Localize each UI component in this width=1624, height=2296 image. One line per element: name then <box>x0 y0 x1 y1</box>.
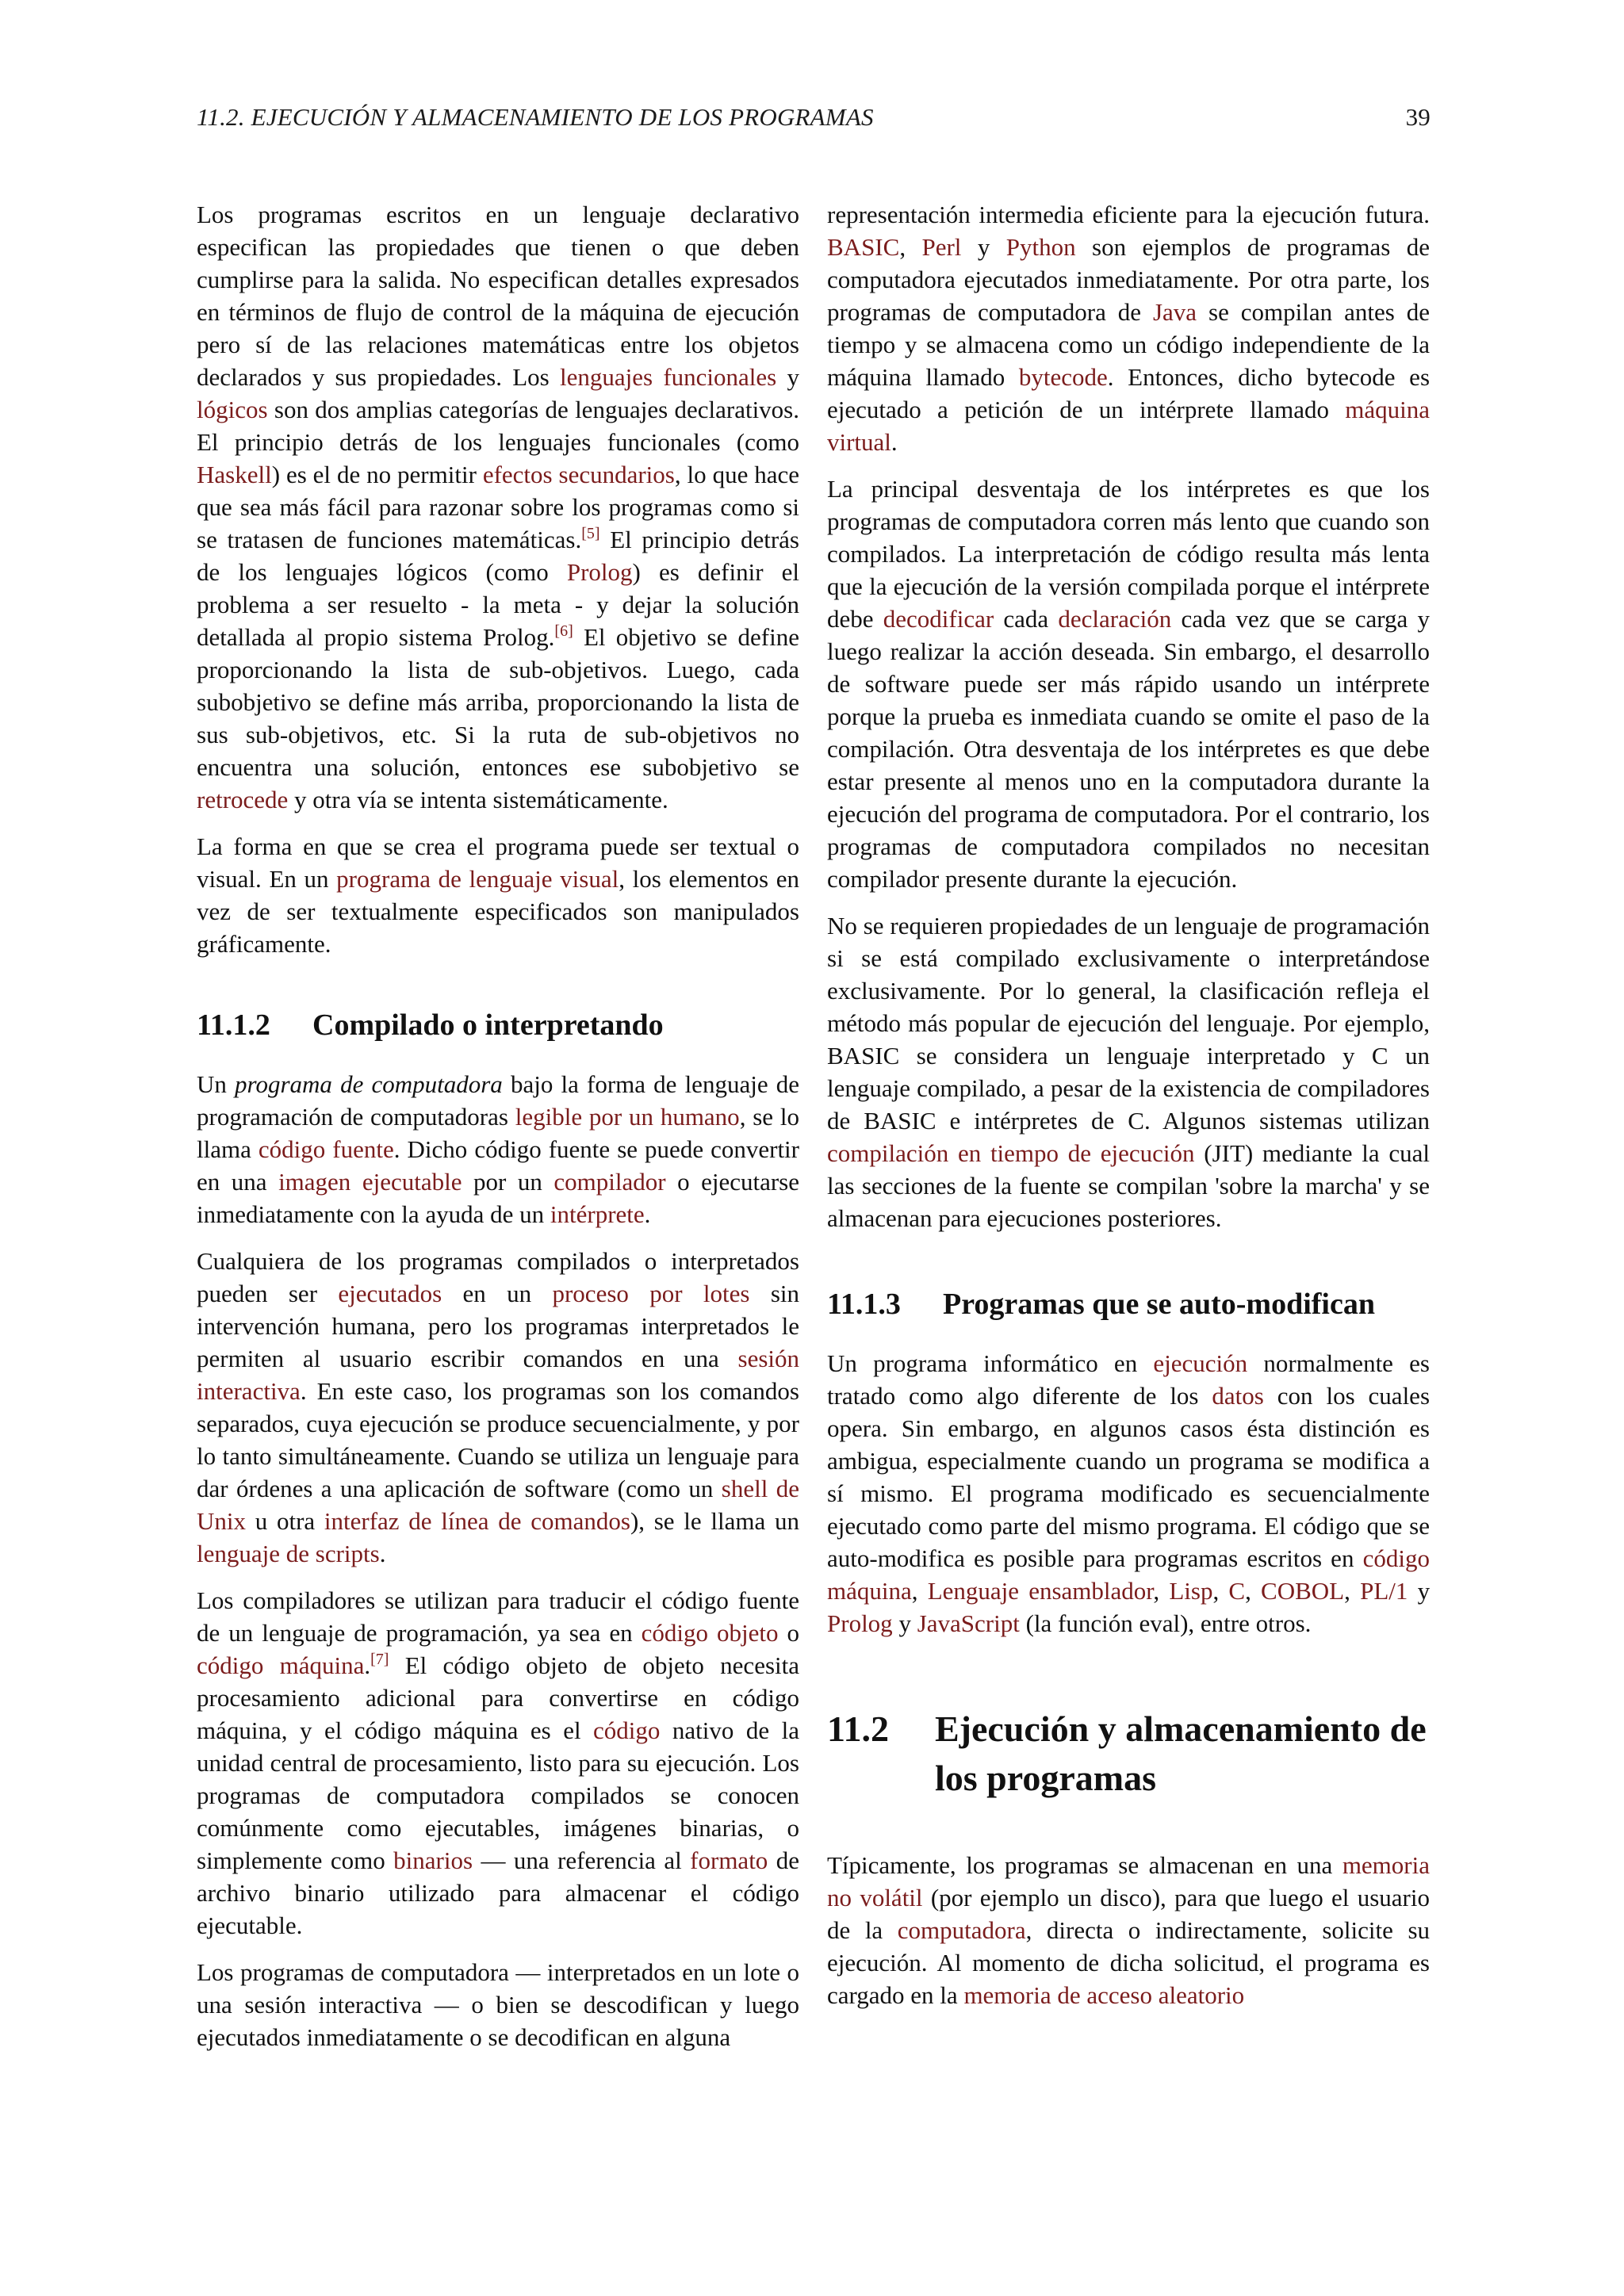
paragraph-storage: Típicamente, los programas se almacenan en una memoria no volátil (por ejemplo un disco), para que luego el usuario de la computadora, directa o indirectamente, solicite su ejecución. Al momento de dicha solicitud, el programa es cargado en la memoria de acceso aleatorio <box>827 1851 1431 2009</box>
inline-link[interactable]: lógicos <box>197 396 268 423</box>
paragraph-self-modifying: Un programa informático en ejecución normalmente es tratado como algo diferente de los datos con los cuales opera. Sin embargo, en algunos casos ésta distinción es ambigua, especialmente cuando un programa se modifica a sí mismo. El programa modificado es secuencialmente ejecutado como parte del mismo programa. El código que se auto-modifica es posible para programas escritos en código máquina, Lenguaje ensamblador, Lisp, C, COBOL, PL/1 y Prolog y JavaScript (la función eval), entre otros. <box>827 1349 1431 1637</box>
inline-link[interactable]: código fuente <box>258 1135 394 1163</box>
paragraph-compilers: Los compiladores se utilizan para traducir el código fuente de un lenguaje de programación, ya sea en código objeto o código máquina.[7] El código objeto de objeto necesita procesamiento adicional para convertirse en código máquina, y el código máquina es el código nativo de la unidad central de procesamiento, listo para su ejecución. Los programas de computadora compilados se conocen comúnmente como ejecutables, imágenes binarias, o simplemente como binarios — una referencia al formato de archivo binario utilizado para almacenar el código ejecutable. <box>197 1586 800 1939</box>
inline-link[interactable]: ejecución <box>1153 1349 1248 1377</box>
inline-link[interactable]: interfaz de línea de comandos <box>324 1507 630 1535</box>
inline-link[interactable]: imagen ejecutable <box>278 1168 462 1196</box>
inline-link[interactable]: computadora <box>897 1916 1026 1944</box>
inline-link[interactable]: declaración <box>1058 605 1172 633</box>
inline-link[interactable]: programa de lenguaje visual <box>336 865 619 893</box>
inline-link[interactable]: shell de Unix <box>197 1475 799 1535</box>
inline-link[interactable]: BASIC <box>827 233 900 261</box>
page-number: 39 <box>1405 103 1431 131</box>
inline-link[interactable]: Perl <box>921 233 962 261</box>
inline-link[interactable]: código máquina <box>827 1544 1430 1605</box>
running-header <box>197 103 1431 132</box>
inline-link[interactable]: código <box>593 1716 661 1744</box>
inline-link[interactable]: Lisp <box>1169 1577 1213 1605</box>
inline-link[interactable]: lenguajes funcionales <box>560 363 777 391</box>
inline-link[interactable]: binarios <box>393 1846 473 1874</box>
paragraph-batch-interactive: Cualquiera de los programas compilados o interpretados pueden ser ejecutados en un proceso por lotes sin intervención humana, pero los programas interpretados le permiten al usuario escribir comandos en una sesión interactiva. En este caso, los programas son los comandos separados, cuya ejecución se produce secuencialmente, y por lo tanto simultáneamente. Cuando se utiliza un lenguaje para dar órdenes a una aplicación de software (como un shell de Unix u otra interfaz de línea de comandos), se le llama un lenguaje de scripts. <box>197 1247 799 1567</box>
emphasis-text: programa de computadora <box>235 1070 503 1098</box>
section-heading-11-2 <box>827 1705 1430 1803</box>
inline-link[interactable]: lenguaje de scripts <box>197 1540 380 1567</box>
inline-link[interactable]: decodificar <box>883 605 994 633</box>
inline-link[interactable]: código objeto <box>641 1619 779 1647</box>
left-column <box>197 198 799 2068</box>
inline-link[interactable]: ejecutados <box>338 1280 442 1307</box>
section-number: 11.1.2 <box>197 1008 270 1042</box>
inline-link[interactable]: Haskell <box>197 461 272 488</box>
inline-link[interactable]: compilador <box>553 1168 666 1196</box>
inline-link[interactable]: memoria de acceso aleatorio <box>963 1981 1245 2009</box>
inline-link[interactable]: JavaScript <box>917 1609 1020 1637</box>
citation-ref[interactable]: [6] <box>554 622 573 640</box>
inline-link[interactable]: formato <box>690 1846 768 1874</box>
citation-ref[interactable]: [7] <box>370 1651 389 1668</box>
paragraph-classification: No se requieren propiedades de un lenguaje de programación si se está compilado exclusivamente o interpretándose exclusivamente. Por lo general, la clasificación refleja el método más popular de ejecución del lenguaje. Por ejemplo, BASIC se considera un lenguaje interpretado y C un lenguaje compilado, a pesar de la existencia de compiladores de BASIC e intérpretes de C. Algunos sistemas utilizan compilación en tiempo de ejecución (JIT) mediante la cual las secciones de la fuente se compilan 'sobre la marcha' y se almacenan para ejecuciones posteriores. <box>827 912 1431 1232</box>
section-number: 11.1.3 <box>827 1288 901 1321</box>
section-title: Ejecución y almacenamiento de los programas <box>935 1709 1427 1798</box>
inline-link[interactable]: bytecode <box>1018 363 1108 391</box>
inline-link[interactable]: Prolog <box>827 1609 893 1637</box>
inline-link[interactable]: retrocede <box>197 786 289 813</box>
paragraph-intermediate: representación intermedia eficiente para la ejecución futura. BASIC, Perl y Python son ejemplos de programas de computadora ejecutados inmediatamente. Por otra parte, los programas de computadora de Java se compilan antes de tiempo y se almacena como un código independiente de la máquina llamado bytecode. Entonces, dicho bytecode es ejecutado a petición de un intérprete llamado máquina virtual. <box>827 201 1431 456</box>
section-title: Programas que se auto-modifican <box>943 1288 1375 1321</box>
paragraph-visual: La forma en que se crea el programa puede ser textual o visual. En un programa de lenguaje visual, los elementos en vez de ser textualmente especificados son manipulados gráficamente. <box>197 832 799 958</box>
inline-link[interactable]: intérprete <box>550 1200 645 1228</box>
inline-link[interactable]: compilación en tiempo de ejecución <box>827 1139 1195 1167</box>
section-number: 11.2 <box>827 1709 889 1749</box>
inline-link[interactable]: efectos secundarios <box>482 461 675 488</box>
right-column <box>827 198 1430 2026</box>
paragraph-source-code: Un programa de computadora bajo la forma de lenguaje de programación de computadoras legible por un humano, se lo llama código fuente. Dicho código fuente se puede convertir en una imagen ejecutable por un compilador o ejecutarse inmediatamente con la ayuda de un intérprete. <box>197 1070 799 1228</box>
inline-link[interactable]: proceso por lotes <box>552 1280 750 1307</box>
inline-link[interactable]: Python <box>1005 233 1076 261</box>
inline-link[interactable]: PL/1 <box>1360 1577 1408 1605</box>
inline-link[interactable]: Prolog <box>566 558 633 586</box>
section-title: Compilado o interpretando <box>312 1008 664 1042</box>
inline-link[interactable]: C <box>1228 1577 1246 1605</box>
inline-link[interactable]: datos <box>1212 1382 1264 1410</box>
inline-link[interactable]: legible por un humano <box>515 1103 740 1131</box>
inline-link[interactable]: memoria no volátil <box>827 1851 1430 1911</box>
inline-link[interactable]: código máquina <box>197 1651 365 1679</box>
citation-ref[interactable]: [5] <box>581 525 600 542</box>
inline-link[interactable]: sesión interactiva <box>197 1345 799 1405</box>
paragraph-interpreted: Los programas de computadora — interpretados en un lote o una sesión interactiva — o bien se descodifican y luego ejecutados inmediatamente o se decodifican en alguna <box>197 1958 799 2051</box>
running-title: 11.2. EJECUCIÓN Y ALMACENAMIENTO DE LOS PROGRAMAS <box>197 103 874 131</box>
inline-link[interactable]: Lenguaje ensamblador <box>927 1577 1154 1605</box>
paragraph-interpreter-disadvantage: La principal desventaja de los intérpretes es que los programas de computadora corren más lento que cuando son compilados. La interpretación de código resulta más lenta que la ejecución de la versión compilada porque el intérprete debe decodificar cada declaración cada vez que se carga y luego realizar la acción deseada. Sin embargo, el desarrollo de software puede ser más rápido usando un intérprete porque la prueba es inmediata cuando se omite el paso de la compilación. Otra desventaja de los intérpretes es que debe estar presente al menos uno en la computadora durante la ejecución del programa de computadora. Por el contrario, los programas de computadora compilados no necesitan compilador presente durante la ejecución. <box>827 475 1431 893</box>
section-heading-11-1-3 <box>827 1285 1430 1323</box>
inline-link[interactable]: COBOL <box>1261 1577 1345 1605</box>
inline-link[interactable]: máquina virtual <box>827 396 1430 456</box>
inline-link[interactable]: Java <box>1152 298 1197 326</box>
section-heading-11-1-2 <box>197 1006 799 1044</box>
paragraph-declarative: Los programas escritos en un lenguaje declarativo especifican las propiedades que tienen o que deben cumplirse para la salida. No especifican detalles expresados en términos de flujo de control de la máquina de ejecución pero sí de las relaciones matemáticas entre los objetos declarados y sus propiedades. Los lenguajes funcionales y lógicos son dos amplias categorías de lenguajes declarativos. El principio detrás de los lenguajes funcionales (como Haskell) es el de no permitir efectos secundarios, lo que hace que sea más fácil para razonar sobre los programas como si se tratasen de funciones matemáticas.[5] El principio detrás de los lenguajes lógicos (como Prolog) es definir el problema a ser resuelto - la meta - y dejar la solución detallada al propio sistema Prolog.[6] El objetivo se define proporcionando la lista de sub-objetivos. Luego, cada subobjetivo se define más arriba, proporcionando la lista de sus sub-objetivos, etc. Si la ruta de sub-objetivos no encuentra una solución, entonces ese subobjetivo se retrocede y otra vía se intenta sistemáticamente. <box>197 201 800 813</box>
